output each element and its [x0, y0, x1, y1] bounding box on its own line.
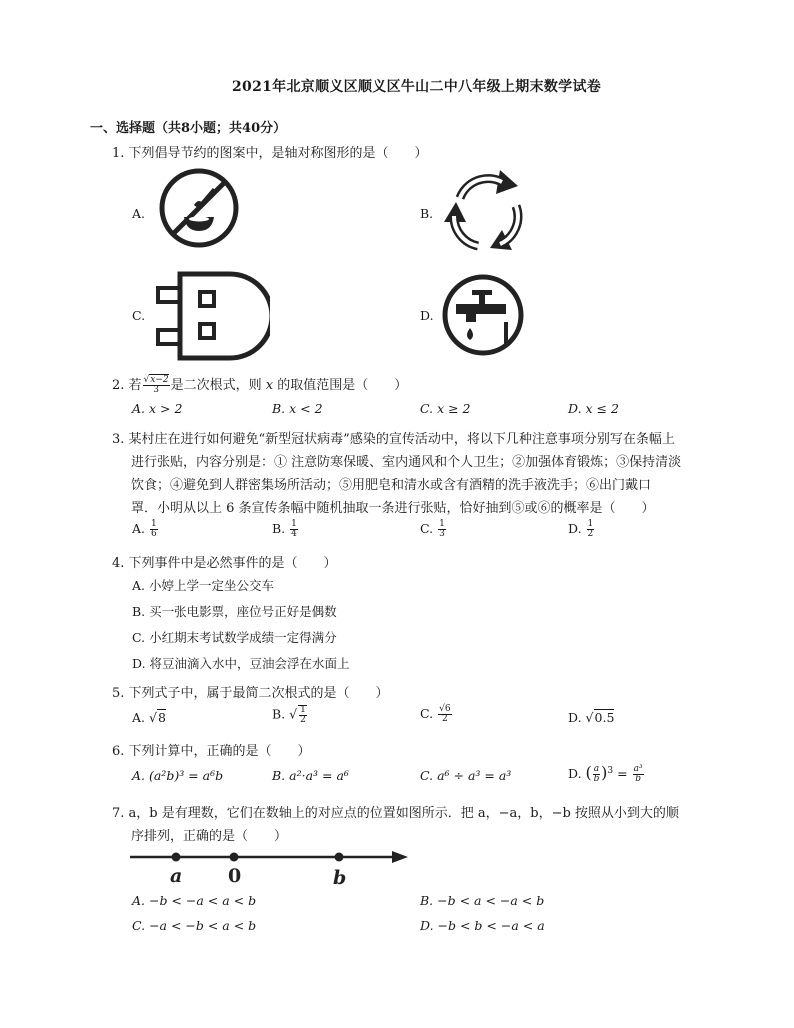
q6-d-rhs-den: b	[635, 774, 641, 784]
q4-option-a: A. 小婷上学一定坐公交车	[132, 578, 274, 593]
q6-option-c: C. a⁶ ÷ a³ = a³	[420, 768, 512, 783]
q2-option-a: A. x > 2	[132, 401, 183, 416]
q6-d-rhs-num: a³	[633, 764, 643, 774]
q3-a-num: 1	[151, 519, 157, 529]
recycle-arrows-icon	[438, 164, 534, 260]
question-7-line-2: 序排列，正确的是（ ）	[131, 829, 288, 844]
q5-c-den: 2	[441, 714, 448, 724]
q6-d-rhs-fraction	[633, 765, 644, 784]
q5-d-radicand: 0.5	[594, 710, 615, 725]
q5-b-num: 1	[300, 705, 306, 715]
q6-d-lhs-num: a	[593, 764, 600, 774]
label-b: b	[333, 867, 347, 888]
q5-option-d: D. √0.5	[568, 710, 615, 725]
q1-option-a-label: A.	[132, 206, 146, 221]
q5-option-b: B. √ $\frac{1}{2}$	[272, 705, 306, 725]
q3-d-den: 2	[587, 529, 594, 539]
point-a	[172, 853, 181, 862]
q5-option-b-label: B.	[272, 706, 286, 722]
q6-option-a: A. (a²b)³ = a⁶b	[132, 768, 224, 783]
q5-a-radicand: 8	[157, 710, 166, 725]
number-line-figure	[126, 848, 416, 888]
q5-c-fraction	[438, 705, 451, 724]
q3-fraction-b	[290, 520, 298, 539]
q7-option-d: D. −b < b < −a < a	[420, 918, 545, 933]
q5-option-c-label: C.	[420, 706, 434, 721]
power-plug-icon	[152, 268, 270, 364]
q4-option-b: B. 买一张电影票，座位号正好是偶数	[132, 604, 337, 619]
q5-b-fraction	[298, 705, 307, 725]
question-3-line-2: 进行张贴，内容分别是：① 注意防寒保暖、室内通风和个人卫生；②加强体育锻炼；③保持清淡	[131, 455, 682, 470]
q5-option-c	[420, 705, 453, 724]
q3-b-num: 1	[291, 519, 297, 529]
q2-radicand: x−2	[150, 375, 169, 385]
q3-option-d	[568, 520, 595, 539]
question-5-stem: 5. 下列式子中，属于最简二次根式的是（ ）	[112, 686, 389, 701]
q6-d-exponent: 3	[607, 765, 614, 776]
q2-radical-fraction: $\frac{√x-2}{3}$	[143, 375, 169, 395]
rice-bowl-saving-icon	[158, 167, 240, 249]
question-7-line-1: 7. a，b 是有理数，它们在数轴上的对应点的位置如图所示．把 a，−a，b，−b 按照从小到大的顺	[112, 806, 679, 821]
q5-option-a: A. √8	[132, 710, 166, 725]
q3-option-c	[420, 520, 447, 539]
q2-option-c: C. x ≥ 2	[420, 401, 471, 416]
point-zero	[230, 853, 239, 862]
question-3-line-3: 饮食；④避免到人群密集场所活动；⑤用肥皂和清水或含有酒精的洗手液洗手；⑥出门戴口	[131, 478, 652, 493]
q6-d-lhs-den: b	[593, 774, 600, 784]
page-title: 2021年北京顺义区顺义区牛山二中八年级上期末数学试卷	[232, 79, 602, 95]
q5-option-a-label: A.	[132, 710, 146, 725]
q3-option-c-label: C.	[420, 521, 434, 536]
q1-option-d-label: D.	[420, 308, 434, 323]
q3-c-den: 3	[439, 529, 445, 539]
q3-option-b	[272, 520, 299, 539]
number-line-arrow	[392, 851, 408, 863]
point-b	[335, 853, 344, 862]
q3-option-a-label: A.	[132, 521, 146, 536]
q6-option-d: D. ( $\frac{a}{b}$ )$^3$ = $\frac{\text{a³}}{b}$	[568, 763, 643, 784]
section-heading: 一、选择题（共8小题；共40分）	[90, 121, 287, 136]
q6-option-b: B. a²·a³ = a⁶	[272, 768, 349, 783]
q5-c-num: √6	[439, 704, 451, 714]
q4-option-d: D. 将豆油滴入水中，豆油会浮在水面上	[132, 656, 350, 671]
q5-option-d-label: D.	[568, 710, 582, 725]
q1-option-b-label: B.	[420, 206, 434, 221]
q2-stem-post: 是二次根式，则	[170, 378, 262, 393]
question-3-line-4: 罩．小明从以上 6 条宣传条幅中随机抽取一条进行张贴，恰好抽到⑤或⑥的概率是（ ）	[131, 501, 655, 516]
q1-option-c-label: C.	[132, 308, 146, 323]
q2-var: x	[265, 378, 274, 393]
label-a: a	[170, 865, 183, 887]
q6-option-d-label: D.	[568, 766, 582, 781]
question-3-line-1: 3. 某村庄在进行如何避免“新型冠状病毒”感染的宣传活动中，将以下几种注意事项分别写在条幅上	[112, 432, 675, 447]
q2-option-d: D. x ≤ 2	[568, 401, 619, 416]
q3-c-num: 1	[439, 519, 445, 529]
q3-b-den: 4	[291, 529, 297, 539]
q2-stem-end: 的取值范围是（ ）	[277, 378, 408, 393]
q6-d-lhs-fraction	[593, 765, 600, 784]
q3-fraction-d	[587, 520, 595, 539]
water-faucet-icon	[440, 272, 526, 358]
question-2-stem	[112, 374, 407, 395]
question-6-stem: 6. 下列计算中，正确的是（ ）	[112, 744, 311, 759]
question-4-stem: 4. 下列事件中是必然事件的是（ ）	[112, 556, 337, 571]
q3-fraction-a	[150, 520, 158, 539]
q3-option-d-label: D.	[568, 521, 582, 536]
question-1-stem: 1. 下列倡导节约的图案中，是轴对称图形的是（ ）	[112, 146, 428, 161]
q2-denominator: 3	[153, 385, 159, 395]
q3-d-num: 1	[587, 519, 594, 529]
q7-option-c: C. −a < −b < a < b	[132, 918, 257, 933]
q5-b-den: 2	[300, 715, 306, 725]
q3-option-a	[132, 520, 159, 539]
q7-option-b: B. −b < a < −a < b	[420, 893, 545, 908]
label-zero: 0	[228, 865, 242, 887]
q4-option-c: C. 小红期末考试数学成绩一定得满分	[132, 630, 337, 645]
q7-option-a: A. −b < −a < a < b	[132, 893, 257, 908]
q2-stem-pre: 2. 若	[112, 378, 142, 393]
q3-option-b-label: B.	[272, 521, 286, 536]
q3-a-den: 6	[151, 529, 157, 539]
q3-fraction-c	[438, 520, 446, 539]
q2-option-b: B. x < 2	[272, 401, 323, 416]
